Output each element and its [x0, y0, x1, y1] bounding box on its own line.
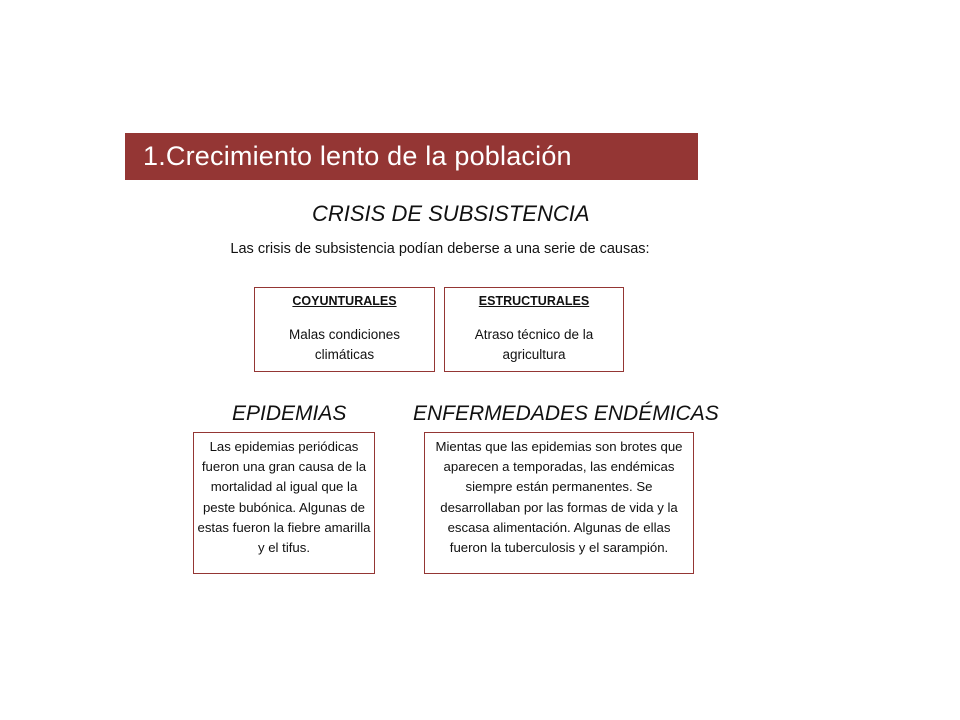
epidemias-text: Las epidemias periódicas fueron una gran causa de la mortalidad al igual que la peste bubónica. Algunas de estas fueron la fiebre amarilla y el tifus. [197, 439, 371, 556]
cause-box-coyunturales [254, 287, 435, 372]
slide-title: 1.Crecimiento lento de la población [143, 141, 572, 171]
endemicas-box [424, 432, 694, 574]
epidemias-heading: EPIDEMIAS [232, 402, 347, 425]
epidemias-box [193, 432, 375, 574]
cause-text: Malas condiciones climáticas [288, 327, 401, 362]
cause-box-estructurales [444, 287, 624, 372]
cause-text: Atraso técnico de la agricultura [474, 327, 594, 362]
intro-text: Las crisis de subsistencia podían deberse a una serie de causas: [230, 241, 650, 257]
crisis-heading: CRISIS DE SUBSISTENCIA [312, 201, 590, 226]
endemicas-text: Mientas que las epidemias son brotes que aparecen a temporadas, las endémicas siempre están permanentes. Se desarrollaban por las formas de vida y la escasa alimentación. Algunas de ellas fueron la tuberculosis y el sarampión. [435, 439, 683, 556]
title-bar [125, 133, 698, 180]
endemicas-heading: ENFERMEDADES ENDÉMICAS [413, 402, 719, 425]
cause-title: ESTRUCTURALES [478, 294, 590, 308]
cause-title: COYUNTURALES [292, 294, 397, 308]
